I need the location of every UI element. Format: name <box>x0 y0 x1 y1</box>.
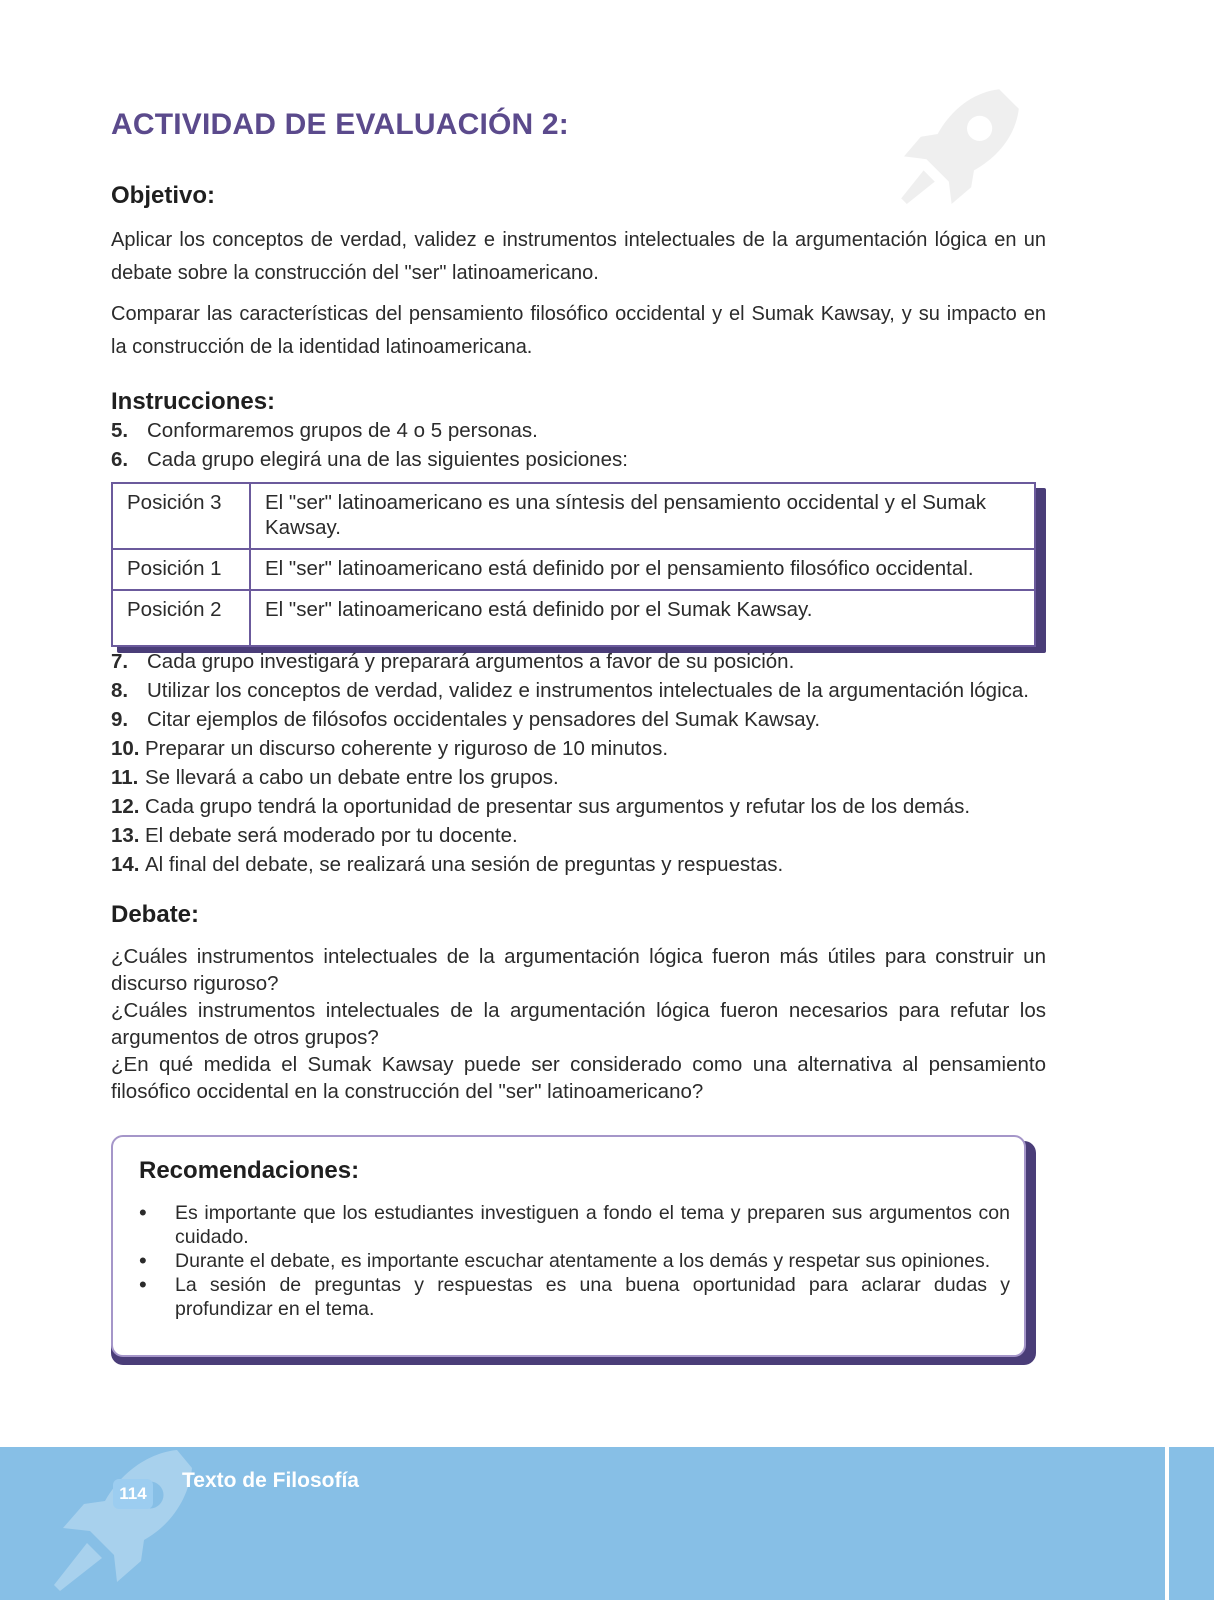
position-label: Posición 2 <box>112 590 250 646</box>
objective-heading: Objetivo: <box>111 182 216 209</box>
step-text: Utilizar los conceptos de verdad, validez e instrumentos intelectuales de la argumentación lógica. <box>147 679 1029 702</box>
step-number: 8. <box>111 679 129 702</box>
step-text: Preparar un discurso coherente y riguroso de 10 minutos. <box>145 737 669 760</box>
table-row <box>112 590 1035 646</box>
recommendations-list <box>139 1201 1010 1321</box>
debate-question: ¿En qué medida el Sumak Kawsay puede ser considerado como una alternativa al pensamiento filosófico occidental en la construcción del "ser" latinoamericano? <box>111 1053 1046 1103</box>
page-number: 114 <box>113 1479 153 1509</box>
debate-questions <box>111 943 1046 1105</box>
step-text: Citar ejemplos de filósofos occidentales y pensadores del Sumak Kawsay. <box>147 708 821 731</box>
objective-paragraph: Aplicar los conceptos de verdad, validez e instrumentos intelectuales de la argumentación lógica en un debate sobre la construcción del "ser" latinoamericano. <box>111 229 1046 284</box>
position-label: Posición 3 <box>112 483 250 549</box>
list-item: • Es importante que los estudiantes investiguen a fondo el tema y preparen sus argumentos con cuidado. <box>139 1201 1010 1249</box>
step-number: 5. <box>111 419 129 442</box>
page-footer <box>0 1447 1214 1600</box>
step-text: Al final del debate, se realizará una sesión de preguntas y respuestas. <box>145 853 784 876</box>
position-text: El "ser" latinoamericano es una síntesis del pensamiento occidental y el Sumak Kawsay. <box>250 483 1035 549</box>
step-text: Conformaremos grupos de 4 o 5 personas. <box>147 419 538 442</box>
list-item <box>111 763 1046 792</box>
list-item <box>111 850 1046 879</box>
list-item <box>111 821 1046 850</box>
step-number: 12. <box>111 795 140 818</box>
step-text: Cada grupo investigará y preparará argumentos a favor de su posición. <box>147 650 795 673</box>
positions-table-container <box>111 482 1036 647</box>
list-item <box>111 647 1046 676</box>
objective-paragraph: Comparar las características del pensamiento filosófico occidental y el Sumak Kawsay, y su impacto en la construcción de la identidad latinoamericana. <box>111 303 1046 358</box>
list-item <box>111 445 1046 474</box>
step-number: 10. <box>111 737 140 760</box>
instructions-heading: Instrucciones: <box>111 388 276 415</box>
table-row <box>112 483 1035 549</box>
step-number: 14. <box>111 853 140 876</box>
position-text: El "ser" latinoamericano está definido por el Sumak Kawsay. <box>250 590 1035 646</box>
step-number: 13. <box>111 824 140 847</box>
position-label: Posición 1 <box>112 549 250 590</box>
recommendations-box <box>111 1135 1026 1357</box>
list-item: • Durante el debate, es importante escuchar atentamente a los demás y respetar sus opiniones. <box>139 1249 1010 1273</box>
position-text: El "ser" latinoamericano está definido por el pensamiento filosófico occidental. <box>250 549 1035 590</box>
instructions-list <box>111 416 1046 474</box>
positions-table <box>111 482 1036 647</box>
step-number: 6. <box>111 448 129 471</box>
list-item <box>111 792 1046 821</box>
step-text: Se llevará a cabo un debate entre los grupos. <box>145 766 559 789</box>
step-text: Cada grupo elegirá una de las siguientes posiciones: <box>147 448 628 471</box>
book-title: Texto de Filosofía <box>182 1469 359 1492</box>
instructions-list-continued <box>111 647 1046 879</box>
list-item <box>111 705 1046 734</box>
step-number: 7. <box>111 650 129 673</box>
step-text: Cada grupo tendrá la oportunidad de presentar sus argumentos y refutar los de los demás. <box>145 795 971 818</box>
page-content <box>111 108 1046 1357</box>
list-item <box>111 734 1046 763</box>
step-text: El debate será moderado por tu docente. <box>145 824 518 847</box>
debate-heading: Debate: <box>111 901 200 928</box>
page-title: ACTIVIDAD DE EVALUACIÓN 2: <box>111 108 569 141</box>
rocket-footer-icon <box>40 1447 200 1597</box>
step-number: 11. <box>111 766 139 789</box>
list-item <box>111 676 1046 705</box>
list-item: • La sesión de preguntas y respuestas es una buena oportunidad para aclarar dudas y profundizar en el tema. <box>139 1273 1010 1321</box>
debate-question: ¿Cuáles instrumentos intelectuales de la argumentación lógica fueron necesarios para refutar los argumentos de otros grupos? <box>111 999 1046 1049</box>
debate-question: ¿Cuáles instrumentos intelectuales de la argumentación lógica fueron más útiles para construir un discurso riguroso? <box>111 945 1046 995</box>
recommendations-container <box>111 1135 1026 1357</box>
list-item <box>111 416 1046 445</box>
table-row <box>112 549 1035 590</box>
step-number: 9. <box>111 708 129 731</box>
footer-divider <box>1165 1447 1169 1600</box>
recommendations-heading: Recomendaciones: <box>139 1157 360 1184</box>
